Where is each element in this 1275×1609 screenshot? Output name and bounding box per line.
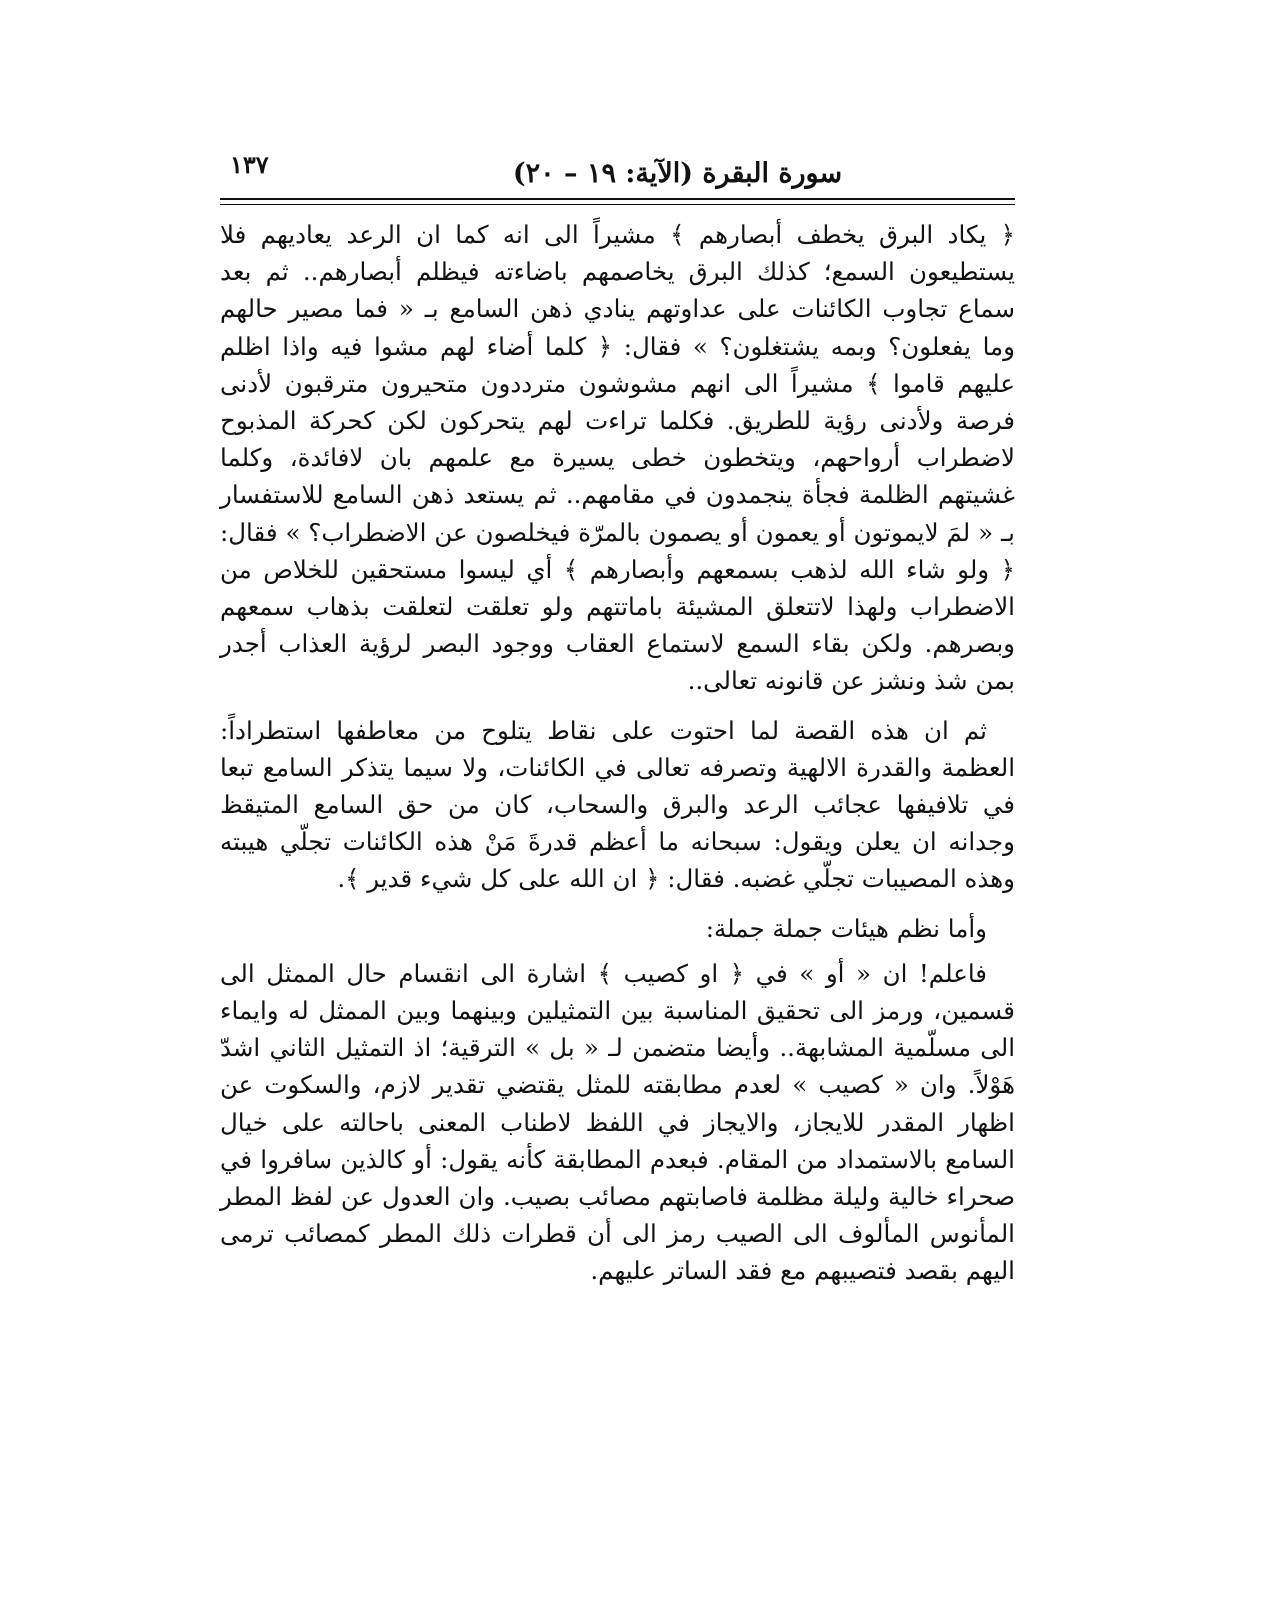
running-header	[220, 150, 1015, 198]
header-title: سورة البقرة (الآية: ١٩ – ٢٠)	[512, 158, 843, 189]
paragraph-1: ﴿ يكاد البرق يخطف أبصارهم ﴾ مشيراً الى انه كما ان الرعد يعاديهم فلا يستطيعون السمع؛ كذلك البرق يخاصمهم باضاءته فيظلم أبصارهم.. ثم بعد سماع تجاوب الكائنات على عداوتهم ينادي ذهن السامع بـ « فما مصير حالهم وما يفعلون؟ وبمه يشتغلون؟ » فقال: ﴿ كلما أضاء لهم مشوا فيه واذا اظلم عليهم قاموا ﴾ مشيراً الى انهم مشوشون مترددون متحيرون مترقبون لأدنى فرصة ولأدنى رؤية للطريق. فكلما تراءت لهم يتحركون لكن كحركة المذبوح لاضطراب أرواحهم، ويتخطون خطى يسيرة مع علمهم بان لافائدة، وكلما غشيتهم الظلمة فجأة ينجمدون في مقامهم.. ثم يستعد ذهن السامع للاستفسار بـ « لمَ لايموتون أو يعمون أو يصمون بالمرّة فيخلصون عن الاضطراب؟ » فقال: ﴿ ولو شاء الله لذهب بسمعهم وأبصارهم ﴾ أي ليسوا مستحقين للخلاص من الاضطراب ولهذا لاتتعلق المشيئة باماتتهم ولو تعلقت لتعلقت بذهاب سمعهم وبصرهم. ولكن بقاء السمع لاستماع العقاب ووجود البصر لرؤية العذاب أجدر بمن شذ ونشز عن قانونه تعالى..	[220, 220, 1015, 696]
header-rule-thick	[220, 198, 1015, 200]
page	[220, 150, 1015, 1450]
paragraph-2: ثم ان هذه القصة لما احتوت على نقاط يتلوح من معاطفها استطراداً: العظمة والقدرة الالهية وتصرفه تعالى في الكائنات، ولا سيما يتذكر السامع تبعا في تلافيفها عجائب الرعد والبرق والسحاب، كان من حق السامع المتيقظ وجدانه ان يعلن ويقول: سبحانه ما أعظم قدرةَ مَنْ هذه الكائنات تجلّي هيبته وهذه المصيبات تجلّي غضبه. فقال: ﴿ ان الله على كل شيء قدير ﴾.	[220, 715, 1015, 894]
paragraph-3: فاعلم! ان « أو » في ﴿ او كصيب ﴾ اشارة الى انقسام حال الممثل الى قسمين، ورمز الى تحقيق المناسبة بين التمثيلين وبينهما وبين الممثل له وايماء الى مسلّمية المشابهة.. وأيضا متضمن لـ « بل » الترقية؛ اذ التمثيل الثاني اشدّ هَوْلاً. وان « كصيب » لعدم مطابقته للمثل يقتضي تقدير لازم، والسكوت عن اظهار المقدر للايجاز، والايجاز في اللفظ لاطناب المعنى باحالته على خيال السامع بالاستمداد من المقام. فبعدم المطابقة كأنه يقول: أو كالذين سافروا في صحراء خالية وليلة مظلمة فاصابتهم مصائب بصيب. وان العدول عن لفظ المطر المأنوس المألوف الى الصيب رمز الى أن قطرات ذلك المطر كمصائب ترمى اليهم بقصد فتصيبهم مع فقد الساتر عليهم.	[220, 958, 1015, 1286]
body-text	[220, 216, 1015, 1302]
page-number: ١٣٧	[230, 150, 269, 179]
header-rule-thin	[220, 204, 1015, 205]
section-heading: وأما نظم هيئات جملة جملة:	[705, 913, 987, 943]
